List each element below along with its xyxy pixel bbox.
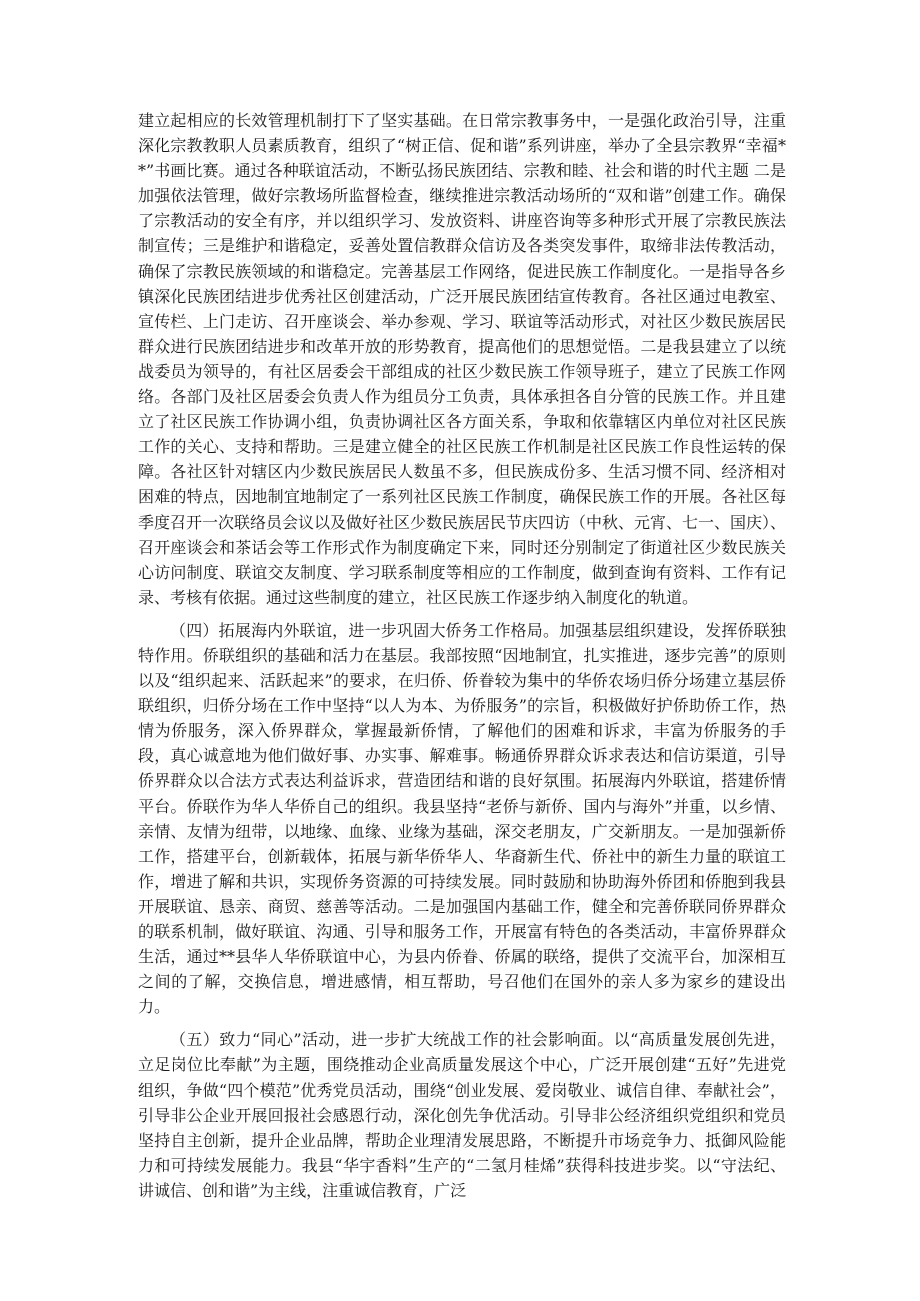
paragraph-religious-ethnic-work: 建立起相应的长效管理机制打下了坚实基础。在日常宗教事务中，一是强化政治引导，注重深化宗教教职人员素质教育，组织了“树正信、促和谐”系列讲座，举办了全县宗教界“幸福**”书画比赛。通过各种联谊活动，不断弘扬民族团结、宗教和睦、社会和谐的时代主题 二是加强依法管理，做好宗教场所监督检查，继续推进宗教活动场所的“双和谐”创建工作。确保了宗教活动的安全有序，并以组织学习、发放资料、讲座咨询等多种形式开展了宗教民族法制宣传；三是维护和谐稳定，妥善处置信教群众信访及各类突发事件，取缔非法传教活动，确保了宗教民族领域的和谐稳定。完善基层工作网络，促进民族工作制度化。一是指导各乡镇深化民族团结进步优秀社区创建活动，广泛开展民族团结宣传教育。各社区通过电教室、宣传栏、上门走访、召开座谈会、举办参观、学习、联谊等活动形式，对社区少数民族居民群众进行民族团结进步和改革开放的形势教育，提高他们的思想觉悟。二是我县建立了以统战委员为领导的，有社区居委会干部组成的社区少数民族工作领导班子，建立了民族工作网络。各部门及社区居委会负责人作为组员分工负责，具体承担各自分管的民族工作。并且建立了社区民族工作协调小组，负责协调社区各方面关系，争取和依靠辖区内单位对社区民族工作的关心、支持和帮助。三是建立健全的社区民族工作机制是社区民族工作良性运转的保障。各社区针对辖区内少数民族居民人数虽不多，但民族成份多、生活习惯不同、经济相对困难的特点，因地制宜地制定了一系列社区民族工作制度，确保民族工作的开展。各社区每季度召开一次联络员会议以及做好社区少数民族居民节庆四访（中秋、元宵、七一、国庆）、召开座谈会和茶话会等工作形式作为制度确定下来，同时还分别制定了街道社区少数民族关心访问制度、联谊交友制度、学习联系制度等相应的工作制度，做到查询有资料、工作有记录、考核有依据。通过这些制度的建立，社区民族工作逐步纳入制度化的轨道。 bbox=[138, 111, 787, 607]
document-body bbox=[138, 108, 786, 1211]
paragraph-tongxin-activity: （五）致力“同心”活动，进一步扩大统战工作的社会影响面。以“高质量发展创先进，立足岗位比奉献”为主题，围绕推动企业高质量发展这个中心，广泛开展创建“五好”先进党组织，争做“四个模范”优秀党员活动，围绕“创业发展、爱岗敬业、诚信自律、奉献社会”，引导非公企业开展回报社会感恩行动，深化创先争优活动。引导非公经济组织党组织和党员坚持自主创新，提升企业品牌，帮助企业理清发展思路，不断提升市场竞争力、抵御风险能力和可持续发展能力。我县“华宇香料”生产的“二氢月桂烯”获得科技进步奖。以“守法纪、讲诚信、创和谐”为主线，注重诚信教育，广泛 bbox=[138, 1030, 786, 1200]
paragraph-overseas-liaison: （四）拓展海内外联谊，进一步巩固大侨务工作格局。加强基层组织建设，发挥侨联独特作用。侨联组织的基础和活力在基层。我部按照“因地制宜，扎实推进，逐步完善”的原则以及“组织起来、活跃起来”的要求，在归侨、侨眷较为集中的华侨农场归侨分场建立基层侨联组织，归侨分场在工作中坚持“以人为本、为侨服务”的宗旨，积极做好护侨助侨工作，热情为侨服务，深入侨界群众，掌握最新侨情，了解他们的困难和诉求，丰富为侨服务的手段，真心诚意地为他们做好事、办实事、解难事。畅通侨界群众诉求表达和信访渠道，引导侨界群众以合法方式表达利益诉求，营造团结和谐的良好氛围。拓展海内外联谊，搭建侨情平台。侨联作为华人华侨自己的组织。我县坚持“老侨与新侨、国内与海外”并重，以乡情、亲情、友情为纽带，以地缘、血缘、业缘为基础，深交老朋友，广交新朋友。一是加强新侨工作，搭建平台，创新载体，拓展与新华侨华人、华裔新生代、侨社中的新生力量的联谊工作，增进了解和共识，实现侨务资源的可持续发展。同时鼓励和协助海外侨团和侨胞到我县开展联谊、恳亲、商贸、慈善等活动。二是加强国内基础工作，健全和完善侨联同侨界群众的联系机制，做好联谊、沟通、引导和服务工作，开展富有特色的各类活动，丰富侨界群众生活，通过**县华人华侨联谊中心，为县内侨眷、侨属的联络，提供了交流平台，加深相互之间的了解，交换信息，增进感情，相互帮助，号召他们在国外的亲人多为家乡的建设出力。 bbox=[138, 620, 786, 1017]
